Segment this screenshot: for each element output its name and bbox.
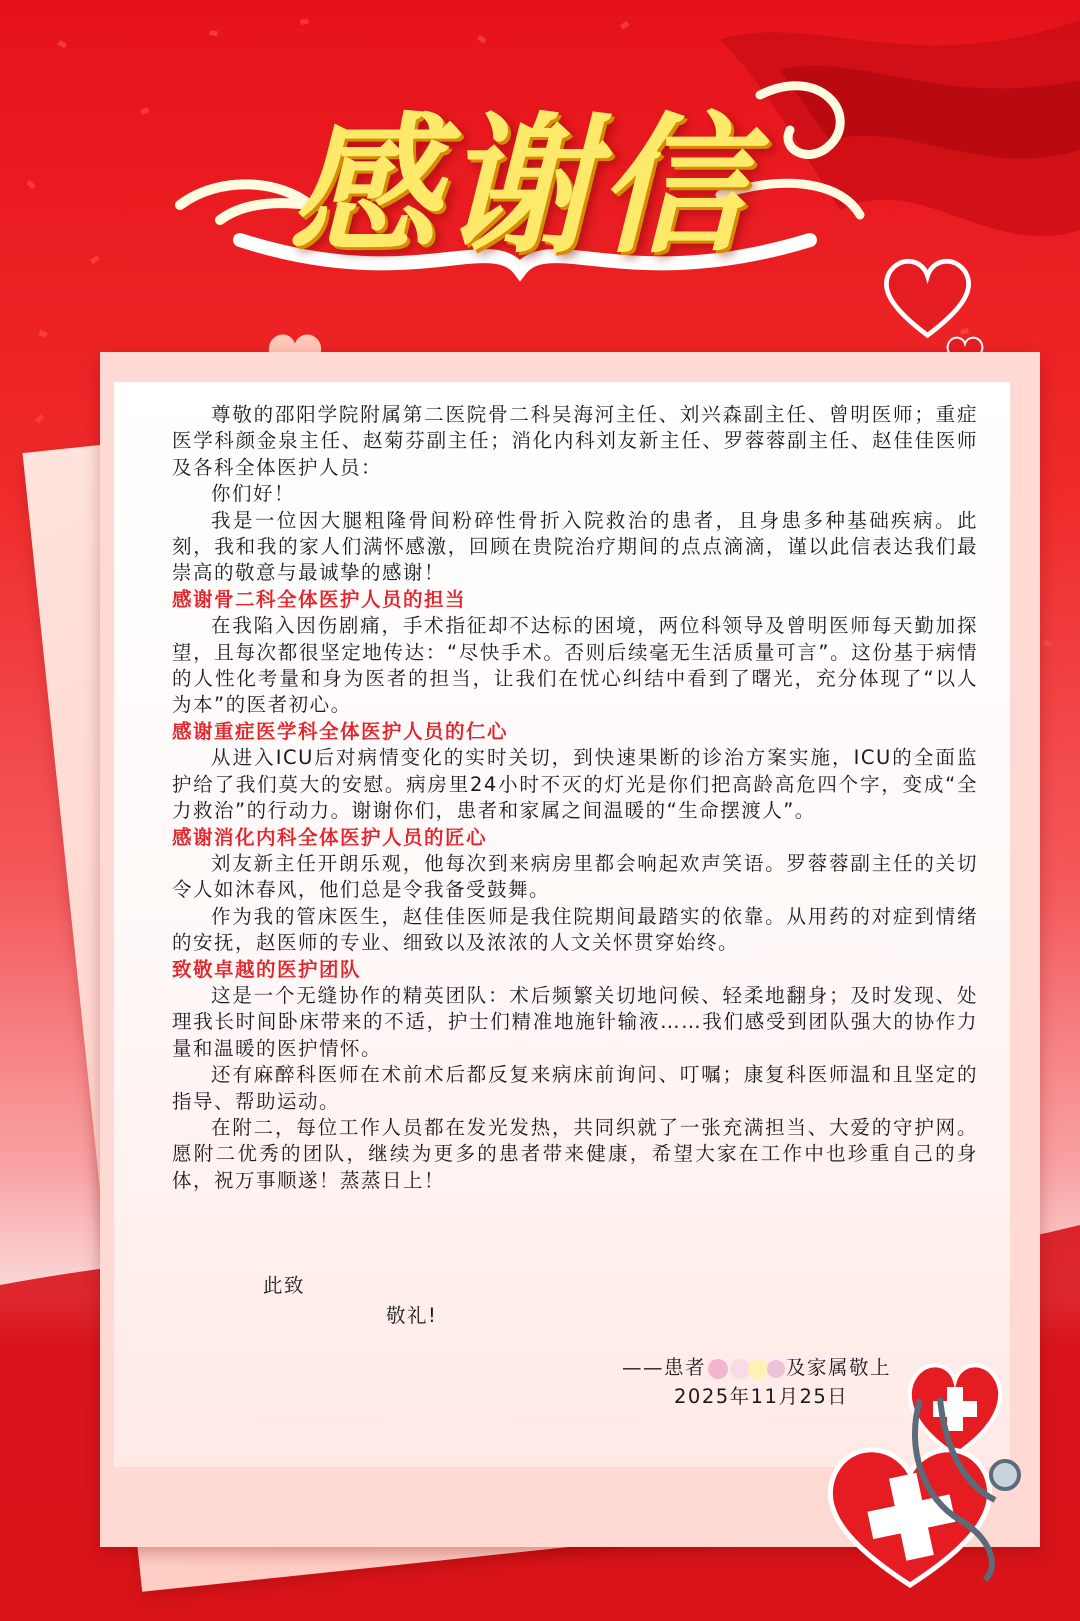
closing-line-1: 此致 [263,1274,306,1297]
greeting: 你们好！ [211,482,296,506]
section-paragraph: 刘友新主任开朗乐观，他每次到来病房里都会响起欢声笑语。罗蓉蓉副主任的关切令人如沐春风，他们总是令我备受鼓舞。 [172,851,978,902]
section-heading: 感谢骨二科全体医护人员的担当 [172,587,467,611]
letter-body [172,402,978,1194]
title-block [160,55,880,315]
intro-paragraph: 我是一位因大腿粗隆骨间粉碎性骨折入院救治的患者，且身患多种基础疾病。此刻，我和我的家人们满怀感激，回顾在贵院治疗期间的点点滴滴，谨以此信表达我们最崇高的敬意与最诚挚的感谢！ [172,508,978,585]
section-heading: 致敬卓越的医护团队 [172,957,362,981]
section-paragraph: 在附二，每位工作人员都在发光发热，共同织就了一张充满担当、大爱的守护网。愿附二优秀的团队，继续为更多的患者带来健康，希望大家在工作中也珍重自己的身体，祝万事顺遂！蒸蒸日上！ [172,1115,978,1192]
closing-line-2: 敬礼! [386,1304,438,1327]
redacted-name-blur [706,1357,786,1381]
signature-prefix: ——患者 [622,1356,707,1379]
salutation: 尊敬的邵阳学院附属第二医院骨二科吴海河主任、刘兴森副主任、曾明医师；重症医学科颜金泉主任、赵菊芬副主任；消化内科刘友新主任、罗蓉蓉副主任、赵佳佳医师及各科全体医护人员： [172,403,978,479]
section-heading: 感谢消化内科全体医护人员的匠心 [172,825,488,849]
section-paragraph: 在我陷入因伤剧痛，手术指征却不达标的困境，两位科领导及曾明医师每天勤加探望，且每次都很坚定地传达：“尽快手术。否则后续毫无生活质量可言”。这份基于病情的人性化考量和身为医者的担当，让我们在忧心纠结中看到了曙光，充分体现了“以人为本”的医者初心。 [172,614,978,717]
section-paragraph: 这是一个无缝协作的精英团队：术后频繁关切地问候、轻柔地翻身；及时发现、处理我长时间卧床带来的不适，护士们精准地施针输液……我们感受到团队强大的协作力量和温暖的医护情怀。 [172,983,978,1060]
section-paragraph: 从进入ICU后对病情变化的实时关切，到快速果断的诊治方案实施，ICU的全面监护给了我们莫大的安慰。病房里24小时不灭的灯光是你们把高龄高危四个字，变成“全力救治”的行动力。谢谢你们，患者和家属之间温暖的“生命摆渡人”。 [172,746,978,823]
section-paragraph: 还有麻醉科医师在术前术后都反复来病床前询问、叮嘱；康复科医师温和且坚定的指导、帮助运动。 [172,1063,978,1113]
page-title: 感谢信 [288,98,751,274]
section-heading: 感谢重症医学科全体医护人员的仁心 [172,719,509,743]
signature-suffix: 及家属敬上 [786,1356,892,1379]
stethoscope-icon [905,1390,1035,1590]
letter-date: 2025年11月25日 [674,1385,849,1408]
section-paragraph: 作为我的管床医生，赵佳佳医师是我住院期间最踏实的依靠。从用药的对症到情绪的安抚，赵医师的专业、细致以及浓浓的人文关怀贯穿始终。 [172,904,978,955]
heart-icon [880,255,975,340]
